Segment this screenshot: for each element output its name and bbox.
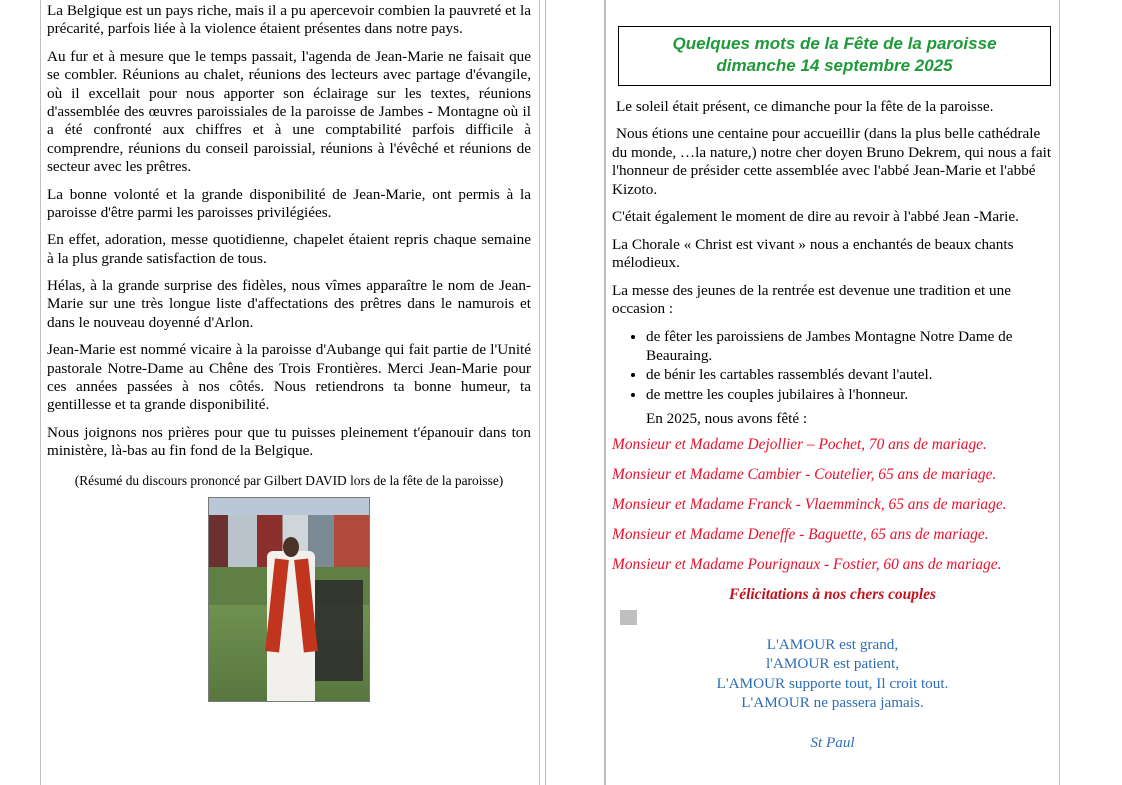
poem-block <box>612 635 1053 752</box>
year-intro: En 2025, nous avons fêté : <box>646 410 808 428</box>
paragraph: Au fur et à mesure que le temps passait, l'agenda de Jean-Marie ne faisait que se combler. Réunions au chalet, réunions des lecteurs avec partage d'évangile, où il excellait pour nous apporter son éclairage sur les textes, réunions d'assemblée des œuvres paroissiales de la paroisse de Jambes - Montagne où il a été confronté aux chiffres et à une comptabilité parfois difficile à comprendre, réunions du conseil paroissial, réunions à l'évêché et réunions de secteur avec les prêtres. <box>47 47 531 176</box>
placeholder-block <box>620 610 637 625</box>
paragraph: Hélas, à la grande surprise des fidèles, nous vîmes apparaître le nom de Jean-Marie sur une très longue liste d'affectations des prêtres dans le namurois et dans le nouveau doyenné d'Arlon. <box>47 277 531 331</box>
right-text-column <box>605 0 1060 785</box>
column-gutter <box>545 0 605 785</box>
priest-photo <box>208 497 370 702</box>
photo-caption: (Résumé du discours prononcé par Gilbert DAVID lors de la fête de la paroisse) <box>74 472 504 488</box>
paragraph: Le soleil était présent, ce dimanche pour la fête de la paroisse. <box>616 97 994 115</box>
paragraph: Jean-Marie est nommé vicaire à la paroisse d'Aubange qui fait partie de l'Unité pastorale Notre-Dame au Chêne des Trois Frontières. Merci Jean-Marie pour ces années passées à nos côtés. Nous retiendrons ta bonne humeur, ta gentillesse et ta grande disponibilité. <box>47 341 531 414</box>
couple-entry: Monsieur et Madame Deneffe - Baguette, 65 ans de mariage. <box>612 525 989 543</box>
poem-author: St Paul <box>810 733 855 751</box>
list-item: • de fêter les paroissiens de Jambes Montagne Notre Dame de Beauraing. <box>646 328 1053 365</box>
photo-container <box>47 497 531 702</box>
paragraph: Nous étions une centaine pour accueillir (dans la plus belle cathédrale du monde, …la nature,) notre cher doyen Bruno Dekrem, qui nous a fait l'honneur de présider cette assemblée avec l'abbé Jean-Marie et l'abbé Kizoto. <box>612 125 1052 198</box>
photo-figure-head <box>283 537 299 557</box>
paragraph: La messe des jeunes de la rentrée est devenue une tradition et une occasion : <box>612 281 1011 318</box>
poem-line: l'AMOUR est patient, <box>765 655 900 673</box>
list-items <box>612 328 1053 404</box>
couple-entry: Monsieur et Madame Pourignaux - Fostier, 60 ans de mariage. <box>612 555 1002 573</box>
section-title-line2: dimanche 14 septembre 2025 <box>716 55 953 75</box>
couple-entry: Monsieur et Madame Dejollier – Pochet, 70 ans de mariage. <box>612 436 987 454</box>
poem-line: L'AMOUR est grand, <box>766 635 899 653</box>
paragraph: La bonne volonté et la grande disponibilité de Jean-Marie, ont permis à la paroisse d'être parmi les paroisses privilégiées. <box>47 185 531 221</box>
paragraph: En effet, adoration, messe quotidienne, chapelet étaient repris chaque semaine à la plus grande satisfaction de tous. <box>47 231 531 267</box>
paragraph: La Belgique est un pays riche, mais il a pu apercevoir combien la pauvreté et la précarité, parfois liée à la violence étaient présentes dans notre pays. <box>47 2 531 38</box>
couple-entry: Monsieur et Madame Franck - Vlaemminck, 65 ans de mariage. <box>612 496 1007 514</box>
jubilee-couples-list <box>612 436 1053 575</box>
poem-line: L'AMOUR ne passera jamais. <box>741 694 924 712</box>
list-item: • de mettre les couples jubilaires à l'honneur. <box>646 386 1053 405</box>
paragraph: C'était également le moment de dire au revoir à l'abbé Jean -Marie. <box>612 208 1019 226</box>
section-title-line1: Quelques mots de la Fête de la paroisse <box>672 34 997 53</box>
paragraph: La Chorale « Christ est vivant » nous a enchantés de beaux chants mélodieux. <box>612 235 1014 272</box>
left-text-column <box>40 0 540 785</box>
list-item: • de bénir les cartables rassemblés devant l'autel. <box>646 366 1053 385</box>
section-title-box <box>618 26 1051 86</box>
paragraph: Nous joignons nos prières pour que tu puisses pleinement t'épanouir dans ton ministère, là-bas au fin fond de la Belgique. <box>47 423 531 460</box>
photo-dark-shape <box>308 580 362 682</box>
couple-entry: Monsieur et Madame Cambier - Coutelier, 65 ans de mariage. <box>612 466 997 484</box>
congratulations-line: Félicitations à nos chers couples <box>729 585 936 603</box>
poem-line: L'AMOUR supporte tout, Il croit tout. <box>716 674 949 692</box>
